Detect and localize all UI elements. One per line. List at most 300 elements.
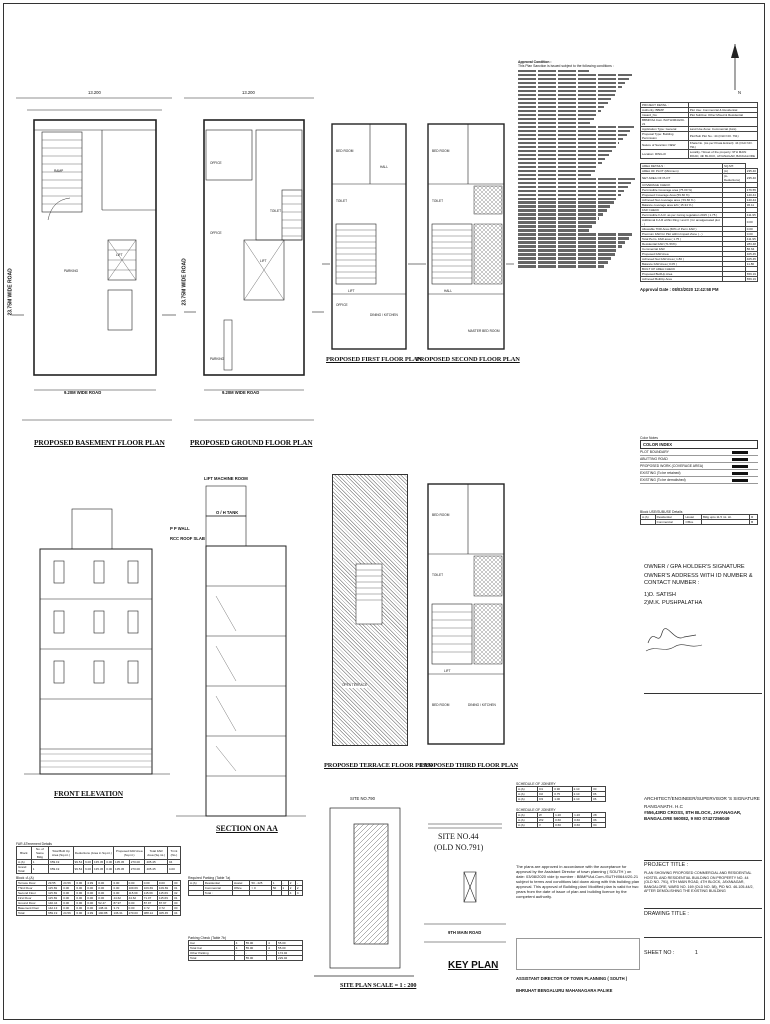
cell xyxy=(688,118,757,127)
cell: D1 xyxy=(538,787,553,792)
ground-office-label-2: OFFICE xyxy=(210,231,222,235)
cell: A (A) xyxy=(517,813,538,818)
basement-ramp-label: RAMP xyxy=(54,169,64,173)
cell: 0.00 xyxy=(112,891,127,896)
color-index-label: PROPOSED WORK (COVERAGE AREA) xyxy=(640,464,704,469)
color-rows xyxy=(640,449,758,484)
cell xyxy=(267,956,277,961)
cell: 0.00 xyxy=(97,891,112,896)
note-line xyxy=(518,162,602,164)
sheet-no-value: 1 xyxy=(694,949,698,956)
table-row xyxy=(517,797,606,802)
cell: 0.60 xyxy=(554,818,573,823)
cell: 28 xyxy=(592,813,606,818)
note-line xyxy=(518,245,622,247)
color-swatch xyxy=(732,451,748,454)
color-index-label: PLOT BOUNDARY xyxy=(640,450,669,455)
sheet-no-label: SHEET NO : xyxy=(644,949,675,956)
cell: 4.99 xyxy=(86,911,97,916)
cell: - xyxy=(281,881,288,886)
cell: 270.00 xyxy=(127,911,142,916)
basement-road: 9.20M WIDE ROAD xyxy=(64,390,102,395)
first-office-label: OFFICE xyxy=(336,303,348,307)
owner-heading-2: OWNER'S ADDRESS WITH ID NUMBER & CONTACT NUMBER : xyxy=(644,573,753,586)
note-line xyxy=(518,150,612,152)
table-row xyxy=(17,911,181,916)
cell: 86.64 xyxy=(745,247,757,252)
cell: Ground Floor xyxy=(17,901,47,906)
color-index-row xyxy=(640,477,758,484)
table-row xyxy=(189,951,303,956)
cell: 87.97 xyxy=(157,901,172,906)
approval-text: The plans are approved in accordance with the acceptance for approval by the Assistant Director of town planning ( SOUTH ) on date: 03/08/2020 vide lp number : BBMP/Ad.Com./SUTH/0644/20-21 subject to terms and conditions laid down along with this building plan approval. This approval of Building plan/ Modified plan is valid for two years from the date of issue of plan and building licence by the competent authority. xyxy=(516,864,640,899)
cell: 109.69 xyxy=(127,886,142,891)
cell: 142.13 xyxy=(47,906,62,911)
note-line xyxy=(518,98,611,100)
color-index-row xyxy=(640,449,758,456)
note-line xyxy=(518,154,609,156)
cell: Commercial FAR xyxy=(641,247,723,252)
ground-plan xyxy=(181,90,324,470)
note-line xyxy=(518,265,604,267)
cell: 0.00 xyxy=(62,906,75,911)
palike-label: BHRUHAT BENGALURU MAHANAGARA PALIKE xyxy=(516,988,613,993)
cell: 270.00 xyxy=(129,860,145,865)
cell: 87.97 xyxy=(142,901,157,906)
parking-table-title: Required Parking (Table 7a) xyxy=(188,876,231,880)
notes-body xyxy=(518,70,636,268)
cell: 87.97 xyxy=(112,901,127,906)
cell: Terrace Floor xyxy=(17,881,47,886)
cell: 0.00 xyxy=(62,886,75,891)
cell: 2 xyxy=(288,886,295,891)
cell: Car xyxy=(189,941,235,946)
cell: 115.69 xyxy=(47,886,62,891)
schedule-title-1: SCHEDULE OF JOINERY xyxy=(516,782,556,786)
far-grid xyxy=(16,846,181,874)
cell: 11.86 xyxy=(745,262,757,267)
note-line xyxy=(518,122,590,124)
ground-title: PROPOSED GROUND FLOOR PLAN xyxy=(190,438,313,447)
cell: Permissible Coverage area (75.00 %) xyxy=(641,188,723,193)
first-bedroom-label: BED ROOM xyxy=(336,149,354,153)
cell: Total : xyxy=(203,891,232,896)
notes-intro: This Plan Sanction is issued subject to the following conditions : xyxy=(518,64,614,69)
cell: SQ.MT. xyxy=(722,164,745,169)
basement-title: PROPOSED BASEMENT FLOOR PLAN xyxy=(34,438,165,447)
cell: 229.02 xyxy=(277,956,303,961)
cell xyxy=(722,277,745,282)
cell: 4.00 xyxy=(167,865,180,874)
cell: 659.19 xyxy=(746,277,756,281)
cell: 0.00 xyxy=(75,896,86,901)
note-line xyxy=(518,102,608,104)
cell: 55.00 xyxy=(277,941,303,946)
cell: 6.00 xyxy=(75,911,86,916)
cell: 0.00 xyxy=(745,227,757,232)
cell: 235.40 xyxy=(746,169,756,173)
terrace-drawing xyxy=(322,464,414,784)
note-line xyxy=(518,237,629,239)
section-aa xyxy=(170,466,316,836)
basement-lift-label: LIFT xyxy=(116,253,123,257)
cell: 0.00 xyxy=(105,865,114,874)
cell: 71.07 xyxy=(142,896,157,901)
cell: Total: xyxy=(17,911,47,916)
cell: 04 xyxy=(167,860,180,865)
color-heading: COLOR INDEX xyxy=(640,440,758,449)
basement-parking-label: PARKING xyxy=(64,269,79,273)
cell: Office xyxy=(232,886,250,891)
key-plan xyxy=(424,812,506,992)
cell: Land Use Zone: Commercial (Axis) xyxy=(688,127,757,132)
cell: 55.00 xyxy=(244,946,266,951)
north-arrow-icon xyxy=(720,40,750,100)
architect-box xyxy=(644,796,762,861)
cell: 411.95 xyxy=(746,213,756,217)
site-plan xyxy=(314,794,417,999)
first-toilet-label: TOILET xyxy=(336,199,348,203)
first-title: PROPOSED FIRST FLOOR PLAN xyxy=(326,356,422,363)
key-title: KEY PLAN xyxy=(448,960,499,971)
cell: 0.00 xyxy=(745,232,757,237)
table-row xyxy=(517,823,606,828)
table-row xyxy=(17,865,181,874)
cell: 0.00 xyxy=(97,881,112,886)
cell: A (A) xyxy=(517,823,538,828)
cell: Proposal Type: Building Permission xyxy=(641,132,689,141)
cell: 4 xyxy=(288,891,295,896)
cell: 0.00 xyxy=(127,901,142,906)
color-swatch xyxy=(732,458,748,461)
note-line xyxy=(518,229,589,231)
note-line xyxy=(518,106,604,108)
cell: Nature of Sanction: NEW xyxy=(641,141,689,150)
third-toilet-label: TOILET xyxy=(432,573,444,577)
cell: A (A) xyxy=(189,881,204,886)
cell: Application Type: General xyxy=(641,127,689,132)
cell: 135.45 xyxy=(93,865,105,874)
note-line xyxy=(518,170,595,172)
cell: 0.00 xyxy=(745,218,757,227)
main-road: 9TH MAIN ROAD xyxy=(448,930,482,935)
cell: 50 xyxy=(271,886,281,891)
cell: 0.00 xyxy=(157,881,172,886)
cell: Grand Total: xyxy=(17,865,32,874)
architect-heading: ARCHITECT/ENGINEER/SUPERVISOR 'S SIGNATURE xyxy=(644,796,760,801)
terrace-floor-plan xyxy=(322,464,433,784)
note-line xyxy=(518,201,614,203)
second-toilet-label: TOILET xyxy=(432,199,444,203)
cell: 0.00 xyxy=(112,881,127,886)
cell: D2 xyxy=(538,792,553,797)
note-line xyxy=(518,225,592,227)
ground-road-side: 23.75M WIDE ROAD xyxy=(181,258,188,306)
cell: Commercial xyxy=(203,886,232,891)
cell: 44.62 xyxy=(112,896,127,901)
cell: 0.00 xyxy=(86,906,97,911)
old-no: (OLD NO.791) xyxy=(434,843,484,852)
cell: V xyxy=(537,823,553,828)
cell: - xyxy=(267,951,277,956)
cell: Proposed Coverage Area (59.66 %) xyxy=(641,193,723,198)
cell: 01 xyxy=(173,886,181,891)
table-row xyxy=(189,956,303,961)
far-head: Proposed FAR Area (Sq.mt.) xyxy=(114,847,145,860)
site-title: SITE PLAN SCALE = 1 : 200 xyxy=(340,982,417,989)
cell: AREA OF PLOT (Minimum) xyxy=(641,169,723,174)
first-dining-label: DINING / KITCHEN xyxy=(370,313,398,317)
cell: First Floor xyxy=(17,896,47,901)
first-lift-label: LIFT xyxy=(348,289,355,293)
cell: 4 xyxy=(295,891,302,896)
cell: Residential xyxy=(655,515,684,520)
cell: 2.10 xyxy=(572,797,591,802)
cell: (A-Deductions) xyxy=(722,174,745,183)
cell: 405.45 xyxy=(746,257,756,261)
table-row xyxy=(641,118,758,127)
note-line xyxy=(518,217,599,219)
cell: 115.69 xyxy=(47,896,62,901)
cell: 283.48 xyxy=(746,242,756,246)
note-line xyxy=(518,142,619,144)
cell xyxy=(281,891,288,896)
third-lift-label: LIFT xyxy=(444,669,451,673)
cell: 135.45 xyxy=(94,860,104,865)
basement-road-side: 23.75M WIDE ROAD xyxy=(7,268,14,316)
cell: 115.69 xyxy=(127,891,142,896)
note-line xyxy=(518,198,617,200)
cell: 1 xyxy=(31,865,48,874)
second-master-label: MASTER BED ROOM xyxy=(468,329,500,333)
far-head: No. of Same Bldg xyxy=(31,847,48,860)
cell: Plot/Sub Plot No.: 44 (OLD NO. 791) xyxy=(688,132,757,141)
ground-parking-label: PARKING xyxy=(210,357,225,361)
section-lmr: LIFT MACHINE ROOM xyxy=(204,476,248,481)
far-head: Block xyxy=(17,847,32,860)
cell: NET AREA OF PLOT xyxy=(641,174,723,183)
note-line xyxy=(518,253,615,255)
cell: 2 xyxy=(295,886,302,891)
color-index-row xyxy=(640,463,758,470)
parking-grid xyxy=(188,880,303,896)
cell: Khata No. (As per Khata Extract): 44 (OLD NO. 791) xyxy=(688,141,757,150)
cell: R xyxy=(750,515,758,520)
schedule-grid-2 xyxy=(516,812,606,828)
cell: Authority: BBMP xyxy=(641,108,689,113)
cell: 30 xyxy=(592,787,606,792)
ground-road: 9.20M WIDE ROAD xyxy=(222,390,260,395)
schedule-grid-1 xyxy=(516,786,606,802)
note-line xyxy=(518,205,610,207)
cell: Total Perm. FAR area ( 1.75 ) xyxy=(641,237,723,242)
schedule-joinery xyxy=(516,782,640,828)
cell: 06 xyxy=(592,797,606,802)
second-floor-drawing xyxy=(414,104,514,379)
color-index-row xyxy=(640,456,758,463)
color-index-row xyxy=(640,470,758,477)
third-dining-label: DINING / KITCHEN xyxy=(468,703,496,707)
third-floor-drawing xyxy=(414,464,514,784)
second-hall-label: HALL xyxy=(444,289,452,293)
cell: 190.88 xyxy=(97,911,112,916)
note-line xyxy=(518,94,615,96)
cell: 06 xyxy=(592,792,606,797)
cell: PROJECT DETAIL : xyxy=(641,103,689,108)
cell: BUILT UP AREA CHECK xyxy=(641,267,723,272)
color-index-label: EXISTING (To be demolished) xyxy=(640,478,686,483)
cell: FAR CHECK xyxy=(641,208,723,213)
cell: D3 xyxy=(538,797,553,802)
cell: 109.69 xyxy=(142,886,157,891)
table-row xyxy=(641,150,758,159)
cell: 135.45 xyxy=(114,860,130,865)
cell: B xyxy=(750,520,758,525)
third-bedroom-label: BED ROOM xyxy=(432,513,450,517)
cell: 55.00 xyxy=(244,941,266,946)
cell: 6.00 xyxy=(84,865,93,874)
cell: 0.00 xyxy=(127,906,142,911)
owner-name-1: 1)D. SATISH xyxy=(644,592,676,598)
ad-label: ASSISTANT DIRECTOR OF TOWN PLANNING ( SOUTH ) xyxy=(516,976,628,981)
cell: Plot SubUse: Other Mixed & Residential xyxy=(688,113,757,118)
site-no: SITE NO.44 xyxy=(438,832,479,841)
cell xyxy=(271,891,281,896)
cell: 405.45 xyxy=(145,865,167,874)
cell: Premium FAR for Plot within Impact Zone ( - ) xyxy=(641,232,723,237)
architect-name: RANGANATH. H.C xyxy=(644,804,683,809)
cell: 1 xyxy=(281,886,288,891)
cell: Plot Use: Commercial & Residential xyxy=(688,108,757,113)
table-row xyxy=(641,141,758,150)
note-line xyxy=(518,126,634,128)
cell: 55.00 xyxy=(244,956,266,961)
cell: 115.69 xyxy=(157,891,172,896)
block-table-title: Block :A (A) xyxy=(16,876,34,880)
cell: 4 xyxy=(267,946,277,951)
second-bedroom-label: BED ROOM xyxy=(432,149,450,153)
far-head: Total FAR Area (Sq.mt.) xyxy=(145,847,167,860)
cell: - xyxy=(244,951,266,956)
cell: A (A) xyxy=(517,792,538,797)
note-line xyxy=(518,118,594,120)
cell: 4 xyxy=(234,946,244,951)
cell: 659.19 xyxy=(49,865,73,874)
note-line xyxy=(518,114,597,116)
cell: - xyxy=(234,951,244,956)
area-grid xyxy=(640,163,758,282)
note-line xyxy=(518,74,632,76)
cell: 0.60 xyxy=(573,823,592,828)
cell: Total xyxy=(189,956,235,961)
architect-addr-2: BANGALORE 560082, 9 MO 07427256049 xyxy=(644,816,730,821)
cell xyxy=(722,218,745,227)
owner-heading-1: OWNER / GPA HOLDER'S SIGNATURE xyxy=(644,564,745,570)
section-title: SECTION ON AA xyxy=(216,824,278,833)
cell: 138.41 xyxy=(97,906,112,911)
cell: 04 xyxy=(592,823,606,828)
cell: 24.56 xyxy=(62,911,75,916)
approval-box xyxy=(516,864,640,1024)
note-line xyxy=(518,90,618,92)
second-floor-plan xyxy=(414,104,520,379)
note-line xyxy=(518,174,591,176)
note-line xyxy=(518,130,630,132)
section-rcc: RCC ROOF SLAB xyxy=(170,536,205,541)
cell: 3.72 xyxy=(112,906,127,911)
cell: 0.00 xyxy=(112,886,127,891)
cell: 109.69 xyxy=(157,886,172,891)
cell: Inward_No: xyxy=(641,113,689,118)
ground-lift-label: LIFT xyxy=(260,259,267,263)
cell: 136.31 xyxy=(112,911,127,916)
architect-addr-1: #556,43RD CROSS, 8TH BLOCK, JAYANAGAR, xyxy=(644,810,742,815)
north-arrow xyxy=(720,40,750,100)
table-row xyxy=(641,277,758,282)
cell: 0.00 xyxy=(86,886,97,891)
far-table xyxy=(16,842,181,874)
cell: 0.00 xyxy=(86,891,97,896)
cell: BBMP/Ad.Com./SUTH/0644/20-21 xyxy=(641,118,689,127)
parking-table xyxy=(188,876,303,896)
cell: A (A) xyxy=(641,515,656,520)
second-title: PROPOSED SECOND FLOOR PLAN xyxy=(416,356,520,363)
cell: 140.44 xyxy=(746,198,756,202)
cell: Achieved BuiltUp Area xyxy=(641,277,723,282)
cell: 4 xyxy=(234,941,244,946)
cell: 36.11 xyxy=(745,203,757,208)
cell: 3.72 xyxy=(157,906,172,911)
cell: 659.19 xyxy=(47,911,62,916)
cell: 6.00 xyxy=(75,886,86,891)
far-head: Deductions (Area in Sq.mt.) xyxy=(73,847,113,860)
ground-office-label: OFFICE xyxy=(210,161,222,165)
first-floor-plan xyxy=(322,104,422,379)
front-elevation xyxy=(14,499,174,814)
note-line xyxy=(518,221,596,223)
cell xyxy=(234,956,244,961)
cell xyxy=(189,891,204,896)
cell: 0.00 xyxy=(127,881,142,886)
project-grid xyxy=(640,102,758,159)
cell: 0.60 xyxy=(554,823,573,828)
first-floor-drawing xyxy=(322,104,414,379)
owner-name-2: 2)M.K. PUSHPALATHA xyxy=(644,600,703,606)
note-line xyxy=(518,178,635,180)
cell: Achieved Net coverage area ( 59.66 % ) xyxy=(641,198,723,203)
site-no-top: SITE NO.790 xyxy=(350,796,375,801)
cell: 99.54 xyxy=(73,865,84,874)
cell: Permissible F.A.R. as per zoning regulation 2015 ( 1.75 ) xyxy=(641,213,723,218)
cell: 0.00 xyxy=(62,896,75,901)
cell: 174.02 xyxy=(277,951,303,956)
cell: 2.10 xyxy=(572,787,591,792)
far-head: Total Built Up Area (Sq.mt.) xyxy=(49,847,73,860)
cell: 1.20 xyxy=(554,813,573,818)
cell: - xyxy=(295,881,302,886)
color-swatch xyxy=(732,472,748,475)
cell: 4 xyxy=(267,941,277,946)
cell: Commercial xyxy=(655,520,684,525)
cell xyxy=(641,520,656,525)
cell: Achieved Net FAR Area ( 1.80 ) xyxy=(641,257,723,262)
color-swatch xyxy=(732,479,748,482)
section-oh: O / H TANK xyxy=(216,510,239,515)
far-head: Tnmt (No.) xyxy=(167,847,180,860)
cell xyxy=(232,891,250,896)
note-line xyxy=(518,182,631,184)
color-index-label: EXISTING (To be retained) xyxy=(640,471,681,476)
